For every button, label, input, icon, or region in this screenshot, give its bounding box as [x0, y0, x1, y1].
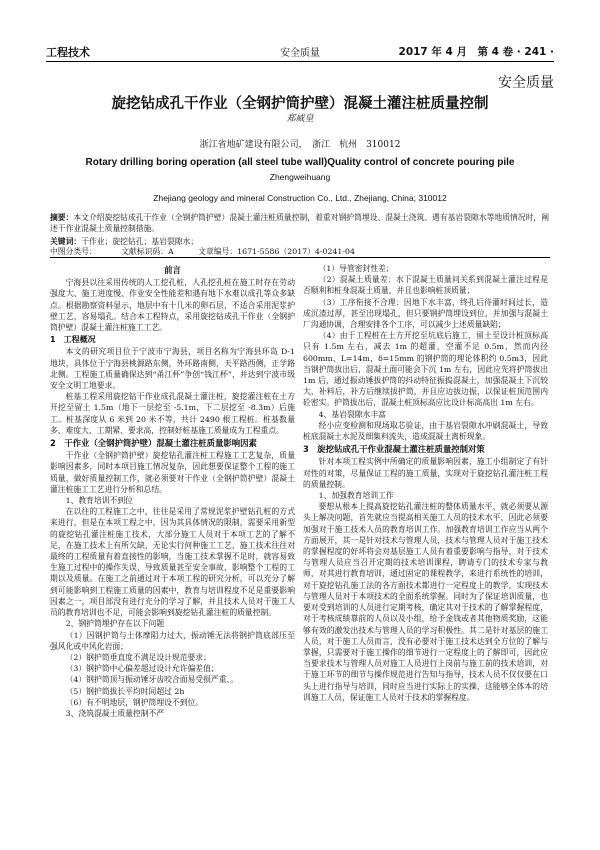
journal-name: 工程技术: [46, 46, 90, 59]
keywords-label: 关键词：: [50, 237, 82, 246]
body-paragraph: （5）钢护筒拔长平均时间超过 2h: [65, 686, 185, 696]
keywords-text: 干作业；旋挖钻孔；基岩裂隙水；: [81, 237, 199, 246]
body-paragraph: 桩基工程采用旋挖钻干作业成孔混凝土灌注桩，旋挖灌注桩在土方开挖至留土 1.5m（地下一层挖至 -5.1m，下二层挖至 -8.3m）后施工。桩基深度从 6 米到 20 米不等，共计 2490 根工程桩。桩基数量多、难度大、工期紧、要求高，控制好桩基施工质量成为工程重点。: [50, 392, 295, 435]
header-rule: [46, 61, 554, 62]
body-paragraph: 2、钢护筒埋护存在以下问题: [65, 619, 165, 629]
issue-info: 2017 年 4 月 第 4 卷 · 241 ·: [398, 46, 554, 58]
body-paragraph: 本文的研究项目位于宁波市宁海县，项目名称为宁海县环岛 D-1 地块，具体位于宁海县桃源路东侧，外环路南侧，天平路西侧，正学路北侧。工程施工质量确保达到“甬江杯”争创“钱江杯”，并达到宁波市级安全文明工地要求。: [50, 347, 295, 391]
section-heading: 2 干作业（全钢护筒护壁）混凝土灌注桩质量影响因素: [50, 438, 257, 449]
body-column-right: [303, 263, 548, 703]
body-paragraph: （2）混凝土质量差：水下混凝土质量问关系到混凝土灌注过程是否顺利和桩身混凝土质量，并且也影响桩顶质量；: [303, 275, 548, 296]
body-paragraph: （4）钢护筒顶与振动锤牙齿咬合面易受损严重、。: [65, 675, 239, 685]
body-paragraph: 干作业（全钢护筒护壁）旋挖钻孔灌注桩工程施工工艺复杂，质量影响因素多，同时本项目施工情况复杂，因此想要保证整个工程的施工质量，做好质量控制工作，就必须要对干作业（全钢护筒护壁）混凝土灌注桩施工工艺进行分析和总结。: [50, 451, 295, 494]
body-paragraph: （6）有不明地层，钢护筒埋设不到位。: [65, 697, 204, 707]
header-section: 安全质量: [280, 48, 320, 59]
affiliation-chinese: 浙江省地矿建设有限公司， 浙江 杭州 310012: [199, 140, 401, 150]
section-tag: 安全质量: [498, 75, 554, 91]
body-paragraph: （1）因钢护筒与土体摩阻力过大，振动锤无法将钢护筒底部压至强风化或中风化岩面；: [50, 630, 295, 651]
body-paragraph: （4）由于工程桩在土方开挖至坑底后施工，留土至设计桩顶标高只有 1.5m 左右，减去 1m 的超灌，空灌不足 0.5m，然而内径 600mm、L=14m，δ=15mm 的钢护筒的理论体积约 0.5m3，因此当钢护筒拔出后，混凝土面可能会下沉 1m 左右，因此应先将护筒拔出 1m 后，通过振动锤拔护筒的抖动特征振捣混凝土，加强混凝土下沉较大，补料后，补方后继续拔护筒，并且应边拔边振，以保证桩顶范围内砼密实。护筒拔出后，混凝土桩顶标高应比设计标高高出 1m 左右。: [303, 331, 548, 408]
body-paragraph: 1、加强教育培训工作: [318, 491, 394, 501]
body-paragraph: （3）钢护筒中心偏差超过设计允许偏差值；: [65, 664, 219, 674]
body-paragraph: 针对本项工程实例中所确定的质量影响因素，施工小组制定了有针对性的对策，尽量保证工程的施工质量，实现对于旋挖钻孔灌注桩工程的质量控制。: [303, 457, 548, 489]
affiliation-english: Zhejiang geology and mineral Construction Co., Ltd., Zhejiang, China; 310012: [153, 193, 447, 203]
clc-number: 中图分类号：: [50, 247, 97, 256]
section-heading: 3 旋挖钻成孔干作业混凝土灌注桩质量控制对策: [303, 444, 485, 455]
meta-rule: [50, 257, 550, 258]
document-code: 文献标识码：A: [121, 247, 174, 256]
title-english: Rotary drilling boring operation (all steel tube wall)Quality control of concrete pouring pile: [85, 157, 515, 168]
article-meta: [50, 246, 550, 257]
body-paragraph: 1、教育培训不到位: [65, 496, 133, 506]
running-header: [46, 44, 554, 62]
subsection-heading: 1 工程概况: [50, 335, 96, 345]
article-id: 文章编号：1671-5586（2017）4-0241-04: [198, 247, 355, 256]
body-paragraph: 要想从根本上提高旋挖钻孔灌注桩的整体质量水平，就必须要从源头上解决问题，首先就应当提高相关施工人员的技术水平，因此必须要加强对于施工技术人员的教育培训工作。加强教育培训工作应当从两个方面展开，其一是针对技术与管理人员，技术与管理人员对于施工技术的掌握程度的好坏将会对基层施工人员有着重要影响与指导，对于技术与管理人员应当召开定期的技术培训课程，聘请专门的技术专家与教师，对其进行教育培训，通过固定的课程教学，来进行系统性的培训，对于旋挖钻孔施工法的各方面技术都进行一定程度上的教学，实现技术与管理人员对于本项技术的全面系统掌握。同时为了保证培训质量，也要对受到培训的人员进行定期考核，确定其对于技术的了解掌握程度，对于考核成绩靠前的人员以及小组，给予金钱或者其他物质奖励，这能够有效的激发出技术与管理人员的学习积极性。其二是针对基层的施工人员，对于施工人员而言，没有必要对于施工技术达到全方位的了解与掌握，只需要对于施工操作的细节进行一定程度上的了解即可，因此应当要求技术与管理人员对施工人员进行上岗前与施工前的技术培训，对于施工环节的细节与操作规范进行告知与指导，技术人员不仅仅要在口头上进行指导与培训，同时应当进行实际上的实操，这能够全体本的培训施工人员，保证施工人员对于技术的掌握程度。: [303, 502, 548, 702]
body-paragraph: 3、浇筑混凝土质量控制不严: [65, 708, 165, 718]
abstract-text: 本文介绍旋挖钻成孔干作业（全钢护筒护壁）混凝土灌注桩质量控制，着重对钢护筒埋设、混凝土浇筑、遇有基岩裂隙水等地质情况时，阐述干作业混凝土质量控制措施。: [50, 213, 549, 233]
body-paragraph: 在以往的工程施工之中，往往是采用了常规泥浆护壁钻孔桩的方式来进行，但是在本项工程之中，因为其具体情况的限制，需要采用新型的旋挖钻孔灌注桩施工技术，大部分施工人员对于本项工艺的了解不足，在施工技术上有所欠缺，无论实行何种施工工艺，施工技术往往对最终的工程质量有着直接性的影响，当施工技术掌握不足时，就容易致生施工过程中的操作失误，导致质量甚至安全事故，影响整个工程的工期以及质量。在施工之前通过对于本项工程的研究分析，可以充分了解到可能影响到工程施工质量的因素中，教育与培训程度不足是重要影响因素之一，项目部没有进行充分的学习了解，并且技术人员对于施工人员的教育培训也不足，可能会影响到旋挖钻孔灌注桩的质量控制。: [50, 507, 295, 618]
title-chinese: 旋挖钻成孔干作业（全钢护筒护壁）混凝土灌注桩质量控制: [111, 95, 489, 112]
author-english: Zhengweihuang: [269, 172, 331, 182]
body-paragraph: （1）导管密封性差；: [318, 264, 394, 273]
body-column-left: [50, 263, 295, 719]
section-heading: 前言: [164, 265, 181, 275]
body-paragraph: 4、基岩裂隙水丰富: [318, 409, 386, 419]
author-chinese: 郑威皇: [286, 114, 314, 124]
abstract: [50, 212, 550, 234]
abstract-label: 摘要：: [50, 213, 74, 222]
body-paragraph: （3）工序衔接不合理：因地下水丰富，终孔后待灌时间过长，造成沉渣过厚，甚至出现塌孔，但只要钢护筒埋设到位，并加强与混凝土厂沟通协调，合理安排各个工序，可以减少上述质量缺陷；: [303, 297, 548, 330]
body-paragraph: 经小应变检测和现场取芯验证，由于基岩裂隙水冲刷混凝土，导致桩底混凝土水泥及细集料流失，造成混凝土离析现象。: [303, 420, 548, 442]
body-paragraph: （2）钢护筒垂直度不满足设计规范要求；: [65, 652, 211, 662]
body-paragraph: 宁海县以往采用传统的人工挖孔桩，人孔挖孔桩在施工时存在劳动强度大、施工进度慢、作业安全性能差和遇有地下水难以成孔等众多缺点。根据勘察资料显示，地层中有十几米的卵石层，不适合采用泥浆护壁工艺，容易塌孔。结合本工程特点，采用旋挖钻成孔干作业（全钢护筒护壁）混凝土灌注桩施工工艺。: [50, 278, 295, 333]
